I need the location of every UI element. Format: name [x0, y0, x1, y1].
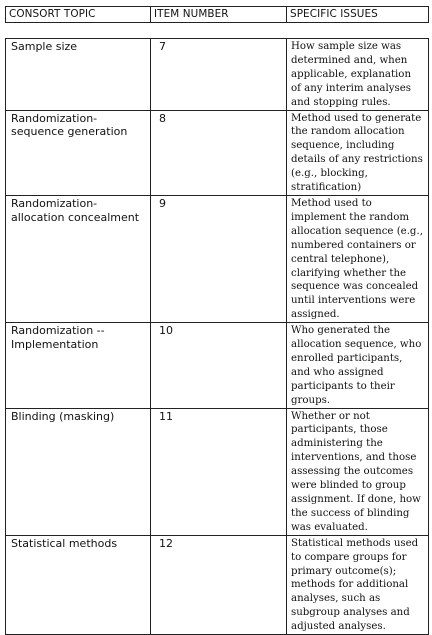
row-specific-issues: Method used to generate the random allocation sequence, including details of any restrictions (e.g., blocking, stratification)	[287, 110, 429, 195]
table-row	[6, 535, 429, 634]
row-item-number: 12	[151, 535, 287, 634]
row-topic: Blinding (masking)	[6, 408, 151, 535]
row-specific-issues: Method used to implement the random allocation sequence (e.g., numbered containers or central telephone), clarifying whether the sequence was concealed until interventions were assigned.	[287, 195, 429, 322]
row-topic: Statistical methods	[6, 535, 151, 634]
header-table	[5, 6, 429, 23]
row-item-number: 11	[151, 408, 287, 535]
header-item-number: ITEM NUMBER	[151, 7, 287, 23]
row-specific-issues: How sample size was determined and, when applicable, explanation of any interim analyses and stopping rules.	[287, 39, 429, 111]
row-specific-issues: Who generated the allocation sequence, who enrolled participants, and who assigned participants to their groups.	[287, 323, 429, 408]
table-row	[6, 408, 429, 535]
table-row	[6, 323, 429, 408]
row-topic: Randomization-sequence generation	[6, 110, 151, 195]
row-item-number: 7	[151, 39, 287, 111]
row-item-number: 9	[151, 195, 287, 322]
header-row	[6, 7, 429, 23]
consort-items-table	[5, 38, 429, 635]
row-item-number: 8	[151, 110, 287, 195]
header-consort-topic: CONSORT TOPIC	[6, 7, 151, 23]
row-topic: Sample size	[6, 39, 151, 111]
row-topic: Randomization-allocation concealment	[6, 195, 151, 322]
row-topic: Randomization -- Implementation	[6, 323, 151, 408]
table-row	[6, 39, 429, 111]
row-specific-issues: Statistical methods used to compare groups for primary outcome(s); methods for additional analyses, such as subgroup analyses and adjusted analyses.	[287, 535, 429, 634]
row-item-number: 10	[151, 323, 287, 408]
table-row	[6, 110, 429, 195]
header-specific-issues: SPECIFIC ISSUES	[287, 7, 429, 23]
table-row	[6, 195, 429, 322]
row-specific-issues: Whether or not participants, those administering the interventions, and those assessing the outcomes were blinded to group assignment. If done, how the success of blinding was evaluated.	[287, 408, 429, 535]
